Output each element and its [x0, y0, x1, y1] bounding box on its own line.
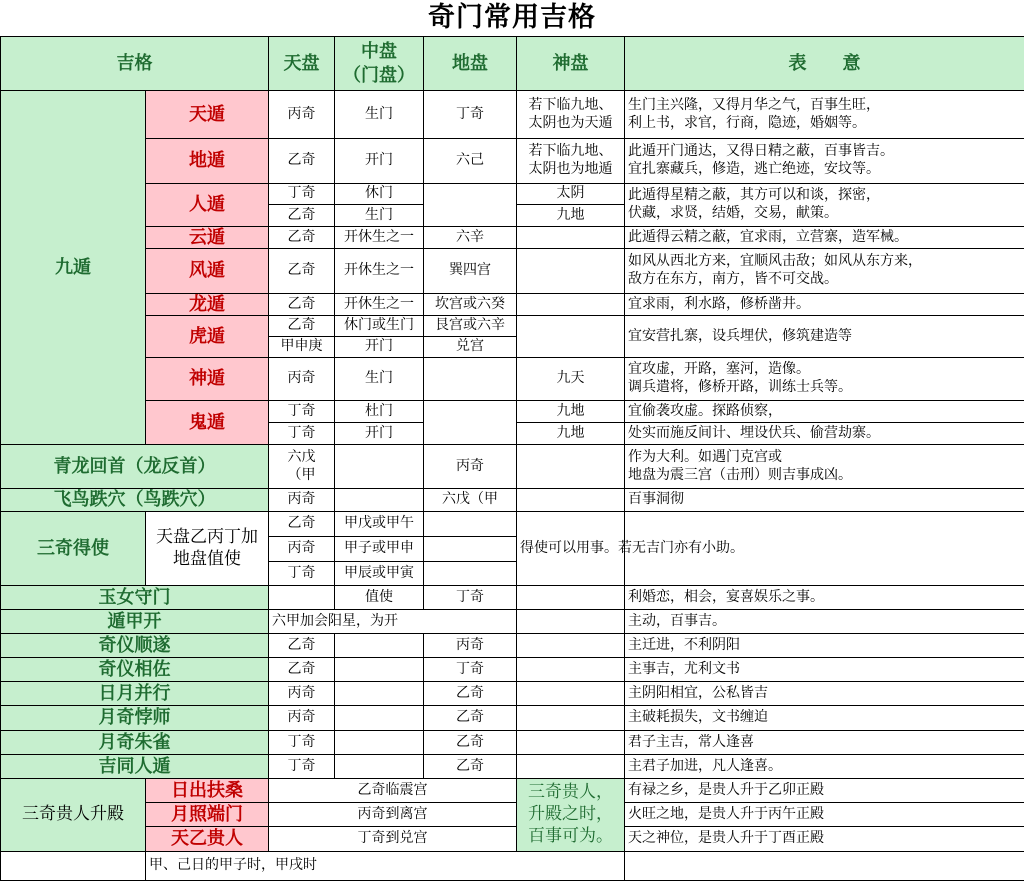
didun-dipan: 六己	[423, 138, 517, 184]
feiniao-dipan: 六戊（甲	[423, 488, 517, 512]
yunv-dipan: 丁奇	[423, 585, 517, 610]
simple-tianpan: 丙奇	[268, 705, 335, 731]
feiniao-name: 飞鸟跌穴（鸟跌穴）	[0, 488, 269, 512]
longdun-tianpan: 乙奇	[268, 293, 335, 316]
sanqi-dipan	[423, 561, 517, 586]
qinglong-dipan: 丙奇	[423, 444, 517, 489]
dunjia-tianpan: 六甲加会阳星，为开	[268, 609, 517, 634]
fengdun-yi: 如风从西北方来，宜顺风击敌；如风从东方来， 敌方在东方，南方，皆不可交战。	[624, 248, 1024, 294]
guiren-shen: 三奇贵人， 升殿之时， 百事可为。	[516, 778, 625, 852]
rendun-name: 人遁	[145, 183, 269, 227]
sanqi-tianpan: 丙奇	[268, 536, 335, 562]
simple-tianpan: 乙奇	[268, 633, 335, 658]
didun-shen: 若下临九地、 太阴也为地遁	[516, 138, 625, 184]
simple-name: 奇仪顺遂	[0, 633, 269, 658]
simple-yi: 主君子加进，凡人逢喜。	[624, 754, 1024, 779]
simple-yi: 主破耗损失，文书缠迫	[624, 705, 1024, 731]
yunv-yi: 利婚恋，相会，宴喜娱乐之事。	[624, 585, 1024, 610]
header-biaoyi: 表 意	[624, 36, 1024, 91]
fengdun-men: 开休生之一	[334, 248, 424, 294]
hudun-dipan-2: 兑宫	[423, 336, 517, 358]
hudun-dipan-1: 艮宫或六辛	[423, 315, 517, 337]
hudun-name: 虎遁	[145, 315, 269, 358]
yundun-name: 云遁	[145, 226, 269, 249]
simple-name: 月奇朱雀	[0, 730, 269, 755]
rendun-dipan	[423, 183, 517, 227]
simple-yi: 君子主吉，常人逢喜	[624, 730, 1024, 755]
simple-yi: 主阴阳相宜，公私皆吉	[624, 681, 1024, 706]
dunjia-shen	[516, 609, 625, 634]
longdun-name: 龙遁	[145, 293, 269, 316]
tiandun-yi: 生门主兴隆，又得月华之气，百事生旺， 利上书，求官，行商，隐迹，婚姻等。	[624, 90, 1024, 139]
feiniao-shen	[516, 488, 625, 512]
simple-name: 月奇悖师	[0, 705, 269, 731]
guiren-row-yi: 有禄之乡，是贵人升于乙卯正殿	[624, 778, 1024, 803]
simple-shen	[516, 730, 625, 755]
rendun-shen-1: 太阴	[516, 183, 625, 205]
simple-dipan: 乙奇	[423, 681, 517, 706]
guiren-row-value: 乙奇临震宫	[268, 778, 517, 803]
rendun-shen-2: 九地	[516, 204, 625, 227]
footer-blank	[0, 851, 146, 881]
header-dipan: 地盘	[423, 36, 517, 91]
simple-shen	[516, 754, 625, 779]
guidun-yi-2: 处实而施反间计、埋设伏兵、偷营劫寨。	[624, 422, 1024, 445]
fengdun-dipan: 巽四宫	[423, 248, 517, 294]
simple-tianpan: 丙奇	[268, 681, 335, 706]
sanqi-yi: 得使可以用事。若无吉门亦有小助。	[516, 511, 1024, 586]
sanqi-name: 三奇得使	[0, 511, 146, 586]
qinglong-men	[334, 444, 424, 489]
simple-name: 吉同人遁	[0, 754, 269, 779]
jiudun-label: 九遁	[0, 90, 146, 445]
footer-text: 甲、己日的甲子时，甲戌时	[145, 851, 625, 881]
fengdun-shen	[516, 248, 625, 294]
simple-men	[334, 681, 424, 706]
simple-dipan: 丙奇	[423, 633, 517, 658]
guiren-row-name: 天乙贵人	[145, 826, 269, 852]
guidun-men-1: 杜门	[334, 400, 424, 423]
yunv-shen	[516, 585, 625, 610]
hudun-men-1: 休门或生门	[334, 315, 424, 337]
simple-shen	[516, 681, 625, 706]
guiren-name: 三奇贵人升殿	[0, 778, 146, 852]
guiren-row-name: 日出扶桑	[145, 778, 269, 803]
guiren-row-yi: 火旺之地，是贵人升于丙午正殿	[624, 802, 1024, 827]
longdun-men: 开休生之一	[334, 293, 424, 316]
simple-dipan: 丁奇	[423, 657, 517, 682]
sanqi-dipan	[423, 536, 517, 562]
hudun-shen	[516, 315, 625, 358]
dunjia-name: 遁甲开	[0, 609, 269, 634]
simple-men	[334, 633, 424, 658]
simple-name: 日月并行	[0, 681, 269, 706]
feiniao-yi: 百事洞彻	[624, 488, 1024, 512]
simple-tianpan: 丁奇	[268, 754, 335, 779]
sanqi-tianpan: 乙奇	[268, 511, 335, 537]
sanqi-shen	[516, 511, 625, 586]
longdun-dipan: 坎宫或六癸	[423, 293, 517, 316]
didun-tianpan: 乙奇	[268, 138, 335, 184]
qinglong-yi: 作为大利。如遇门克宫或 地盘为震三宫（击刑）则吉事成凶。	[624, 444, 1024, 489]
simple-men	[334, 705, 424, 731]
sanqi-dipan	[423, 511, 517, 537]
didun-name: 地遁	[145, 138, 269, 184]
feiniao-tianpan: 丙奇	[268, 488, 335, 512]
sanqi-sub: 天盘乙丙丁加 地盘值使	[145, 511, 269, 586]
sanqi-men: 甲辰或甲寅	[334, 561, 424, 586]
header-shenpan: 神盘	[516, 36, 625, 91]
rendun-yi: 此遁得星精之蔽，其方可以和谈，探密， 伏藏，求贤，结婚，交易，献策。	[624, 183, 1024, 227]
simple-men	[334, 657, 424, 682]
hudun-tianpan-1: 乙奇	[268, 315, 335, 337]
qinglong-name: 青龙回首（龙反首）	[0, 444, 269, 489]
simple-tianpan: 乙奇	[268, 657, 335, 682]
simple-men	[334, 730, 424, 755]
header-jige: 吉格	[0, 36, 269, 91]
longdun-yi: 宜求雨，利水路，修桥凿井。	[624, 293, 1024, 316]
simple-shen	[516, 633, 625, 658]
page-title: 奇门常用吉格	[428, 2, 596, 33]
tiandun-name: 天遁	[145, 90, 269, 139]
qinglong-tianpan: 六戊 （甲	[268, 444, 335, 489]
yundun-tianpan: 乙奇	[268, 226, 335, 249]
yundun-dipan: 六辛	[423, 226, 517, 249]
yunv-tianpan	[268, 585, 335, 610]
yundun-men: 开休生之一	[334, 226, 424, 249]
header-tianpan: 天盘	[268, 36, 335, 91]
fengdun-tianpan: 乙奇	[268, 248, 335, 294]
simple-name: 奇仪相佐	[0, 657, 269, 682]
guiren-row-value: 丁奇到兑宫	[268, 826, 517, 852]
guidun-men-2: 开门	[334, 422, 424, 445]
guidun-tianpan-1: 丁奇	[268, 400, 335, 423]
hudun-yi: 宜安营扎寨，设兵埋伏，修筑建造等	[624, 315, 1024, 358]
fengdun-name: 风遁	[145, 248, 269, 294]
feiniao-men	[334, 488, 424, 512]
sanqi-men: 甲子或甲申	[334, 536, 424, 562]
simple-tianpan: 丁奇	[268, 730, 335, 755]
shendun-yi: 宜攻虚，开路，塞河，造像。 调兵遣将，修桥开路，训练士兵等。	[624, 357, 1024, 401]
footer-yi	[624, 851, 1024, 881]
tiandun-men: 生门	[334, 90, 424, 139]
hudun-tianpan-2: 甲申庚	[268, 336, 335, 358]
header-zhongpan: 中盘 （门盘）	[334, 36, 424, 91]
shendun-men: 生门	[334, 357, 424, 401]
yunv-name: 玉女守门	[0, 585, 269, 610]
sanqi-men: 甲戊或甲午	[334, 511, 424, 537]
guidun-dipan	[423, 400, 517, 445]
shendun-name: 神遁	[145, 357, 269, 401]
guidun-shen-1: 九地	[516, 400, 625, 423]
tiandun-shen: 若下临九地、 太阴也为天遁	[516, 90, 625, 139]
guidun-name: 鬼遁	[145, 400, 269, 445]
simple-yi: 主迁进，不利阴阳	[624, 633, 1024, 658]
shendun-dipan	[423, 357, 517, 401]
simple-shen	[516, 705, 625, 731]
rendun-tianpan-2: 乙奇	[268, 204, 335, 227]
yundun-shen	[516, 226, 625, 249]
guidun-shen-2: 九地	[516, 422, 625, 445]
guiren-row-yi: 天之神位，是贵人升于丁酉正殿	[624, 826, 1024, 852]
simple-shen	[516, 657, 625, 682]
didun-yi: 此遁开门通达，又得日精之蔽，百事皆吉。 宜扎寨藏兵，修造，逃亡绝迹，安坟等。	[624, 138, 1024, 184]
simple-dipan: 乙奇	[423, 705, 517, 731]
guidun-yi-1: 宜偷袭攻虚。探路侦察，	[624, 400, 1024, 423]
tiandun-tianpan: 丙奇	[268, 90, 335, 139]
sanqi-tianpan: 丁奇	[268, 561, 335, 586]
longdun-shen	[516, 293, 625, 316]
guiren-row-name: 月照端门	[145, 802, 269, 827]
simple-men	[334, 754, 424, 779]
rendun-tianpan-1: 丁奇	[268, 183, 335, 205]
simple-dipan: 乙奇	[423, 754, 517, 779]
guiren-row-value: 丙奇到离宫	[268, 802, 517, 827]
yunv-men: 值使	[334, 585, 424, 610]
tiandun-dipan: 丁奇	[423, 90, 517, 139]
qinglong-shen	[516, 444, 625, 489]
yundun-yi: 此遁得云精之蔽，宜求雨，立营寨，造军械。	[624, 226, 1024, 249]
didun-men: 开门	[334, 138, 424, 184]
shendun-tianpan: 丙奇	[268, 357, 335, 401]
simple-yi: 主事吉，尤利文书	[624, 657, 1024, 682]
rendun-men-1: 休门	[334, 183, 424, 205]
shendun-shen: 九天	[516, 357, 625, 401]
guidun-tianpan-2: 丁奇	[268, 422, 335, 445]
simple-dipan: 乙奇	[423, 730, 517, 755]
hudun-men-2: 开门	[334, 336, 424, 358]
rendun-men-2: 生门	[334, 204, 424, 227]
dunjia-yi: 主动，百事吉。	[624, 609, 1024, 634]
